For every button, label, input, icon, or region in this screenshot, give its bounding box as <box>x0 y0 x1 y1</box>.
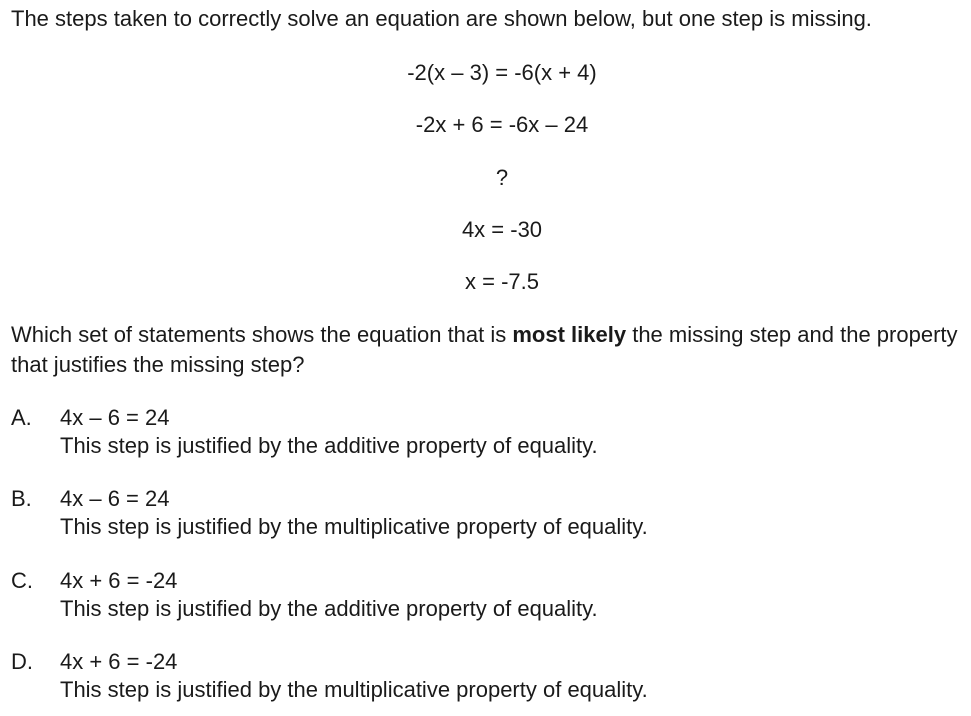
step-missing: ? <box>495 165 509 190</box>
step-5: x = -7.5 <box>465 269 539 294</box>
choice-equation: 4x + 6 = -24 <box>60 568 178 593</box>
choice-letter: D. <box>11 649 33 674</box>
choice-justification: This step is justified by the multiplicative property of equality. <box>60 677 648 702</box>
choice-letter: C. <box>11 568 33 593</box>
choice-equation: 4x + 6 = -24 <box>60 649 178 674</box>
question-text <box>11 320 966 380</box>
choice-letter: B. <box>11 486 32 511</box>
choice-justification: This step is justified by the multiplicative property of equality. <box>60 514 648 539</box>
choice-equation: 4x – 6 = 24 <box>60 486 170 511</box>
problem-intro: The steps taken to correctly solve an equation are shown below, but one step is missing. <box>11 6 872 31</box>
question-after: the missing step and the property that justifies the missing step? <box>11 322 958 377</box>
choice-equation: 4x – 6 = 24 <box>60 405 170 430</box>
step-2: -2x + 6 = -6x – 24 <box>415 112 589 137</box>
step-1: -2(x – 3) = -6(x + 4) <box>407 60 597 85</box>
choice-justification: This step is justified by the additive property of equality. <box>60 433 598 458</box>
question-before: Which set of statements shows the equation that is <box>11 322 513 347</box>
choice-letter: A. <box>11 405 32 430</box>
question-emphasis: most likely <box>512 322 627 347</box>
choice-justification: This step is justified by the additive property of equality. <box>60 596 598 621</box>
step-4: 4x = -30 <box>461 217 543 242</box>
